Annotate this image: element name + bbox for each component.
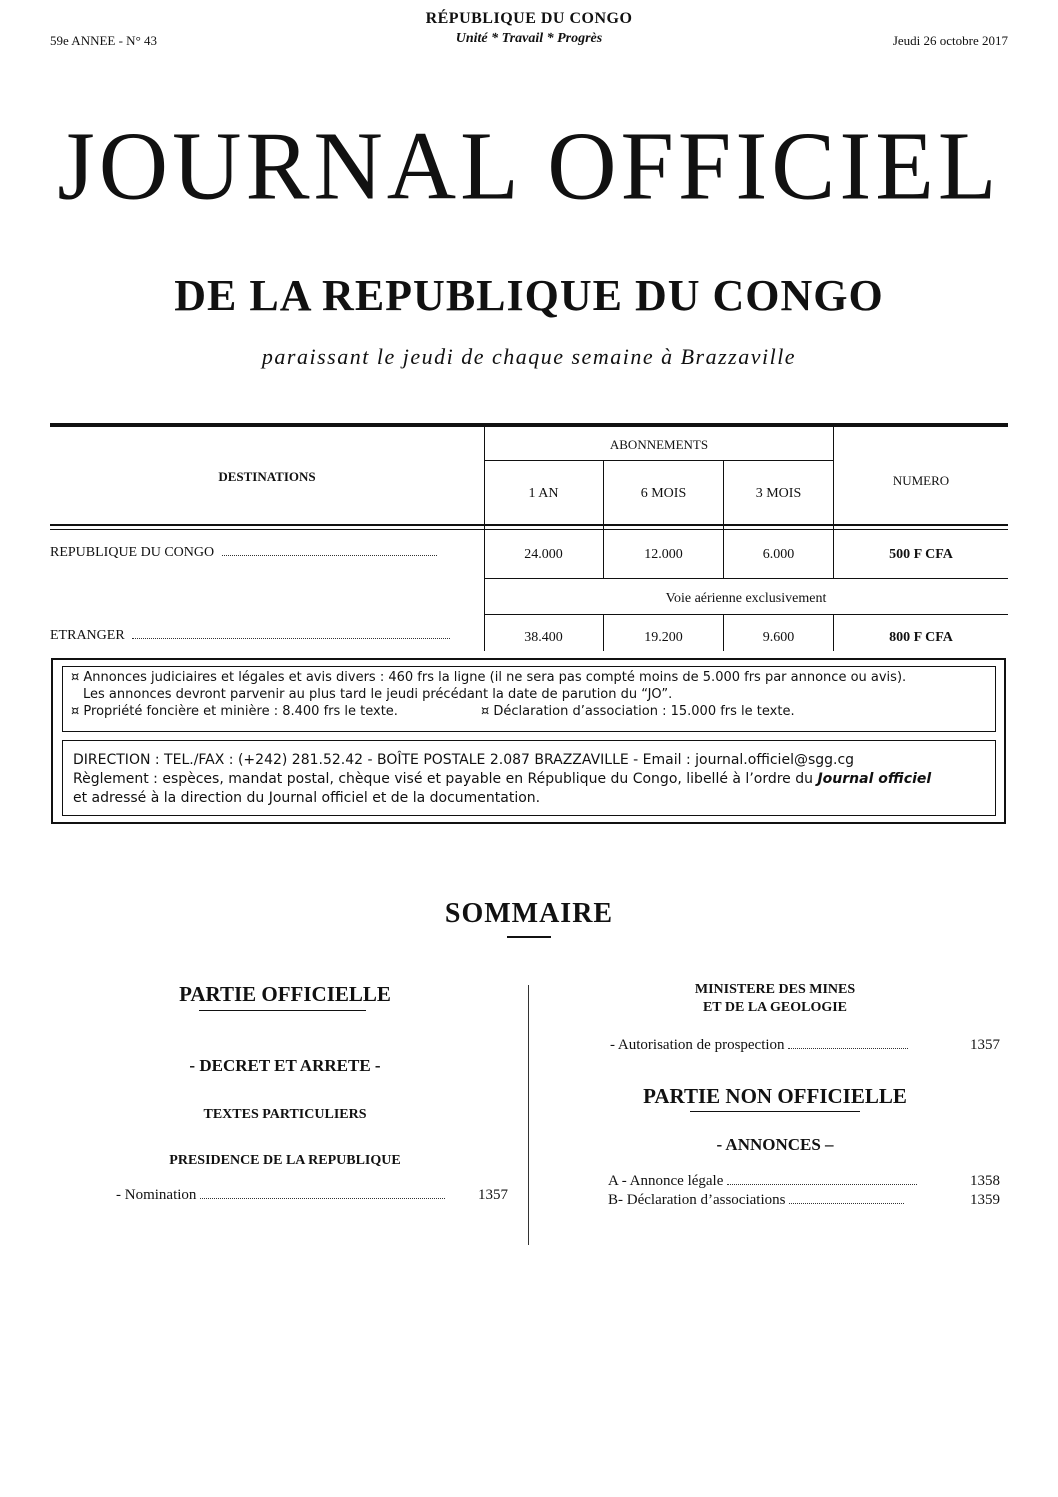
- toc-page-number: 1359: [970, 1192, 1000, 1208]
- section-non-official: PARTIE NON OFFICIELLE: [643, 1084, 907, 1108]
- leader-dots: [222, 555, 437, 556]
- toc-entry[interactable]: [610, 1037, 950, 1054]
- leader-dots: [200, 1198, 445, 1199]
- col-header-numero: NUMERO: [892, 473, 950, 488]
- contact-box: [62, 740, 996, 816]
- price-3mois: 6.000: [762, 547, 795, 562]
- leader-dots: [727, 1184, 917, 1185]
- price-1an: 38.400: [524, 630, 563, 645]
- toc-page-number: 1357: [478, 1187, 508, 1203]
- issue-number: 59e ANNEE - N° 43: [50, 33, 158, 48]
- col-header-abonnements: ABONNEMENTS: [609, 437, 709, 452]
- toc-page-number: 1357: [970, 1037, 1000, 1053]
- column-divider: [528, 985, 529, 1245]
- leader-dots: [788, 1048, 908, 1049]
- journal-subtitle: DE LA REPUBLIQUE DU CONGO: [174, 271, 884, 320]
- section-underline: [199, 1010, 366, 1011]
- toc-page-number: 1358: [970, 1173, 1000, 1189]
- price-6mois: 19.200: [644, 630, 683, 645]
- col-header-3mois: 3 MOIS: [755, 486, 802, 501]
- toc-entry-label: - Autorisation de prospection: [610, 1037, 785, 1053]
- section-underline: [690, 1111, 860, 1112]
- price-1an: 24.000: [524, 547, 563, 562]
- sommaire-title: SOMMAIRE: [444, 898, 614, 929]
- issue-date: Jeudi 26 octobre 2017: [892, 33, 1008, 48]
- price-3mois: 9.600: [762, 630, 795, 645]
- price-numero: 800 F CFA: [889, 630, 953, 645]
- destination-label: REPUBLIQUE DU CONGO: [50, 545, 215, 560]
- col-header-1an: 1 AN: [528, 486, 559, 501]
- annonces-heading: - ANNONCES –: [716, 1135, 834, 1154]
- table-rule: [50, 529, 1008, 530]
- leader-dots: [789, 1203, 904, 1204]
- toc-entry[interactable]: [608, 1192, 950, 1209]
- toc-entry-label: A - Annonce légale: [608, 1173, 724, 1189]
- ministry-heading: ET DE LA GEOLOGIE: [702, 1000, 848, 1015]
- toc-entry[interactable]: [116, 1187, 461, 1204]
- air-mail-note: Voie aérienne exclusivement: [665, 591, 827, 606]
- journal-tagline: paraissant le jeudi de chaque semaine à Brazzaville: [261, 344, 797, 369]
- title-underline: [507, 936, 551, 938]
- national-motto: Unité * Travail * Progrès: [455, 31, 603, 46]
- country-heading: RÉPUBLIQUE DU CONGO: [425, 10, 633, 27]
- table-rule: [484, 578, 1008, 579]
- price-6mois: 12.000: [644, 547, 683, 562]
- table-rule: [484, 614, 1008, 615]
- table-rule: [484, 460, 834, 461]
- ministry-heading: PRESIDENCE DE LA REPUBLIQUE: [169, 1153, 401, 1168]
- toc-entry[interactable]: [608, 1173, 950, 1190]
- table-rule: [484, 427, 485, 651]
- decree-heading: - DECRET ET ARRETE -: [189, 1056, 381, 1075]
- leader-dots: [132, 638, 450, 639]
- journal-name-emph: Journal officiel: [817, 771, 932, 787]
- payment-text: Règlement : espèces, mandat postal, chèque visé et payable en République du Congo, libellé à l’ordre du: [73, 771, 818, 787]
- section-official: PARTIE OFFICIELLE: [179, 982, 391, 1006]
- destination-label: ETRANGER: [50, 628, 125, 643]
- particular-texts-heading: TEXTES PARTICULIERS: [203, 1107, 367, 1122]
- table-row: [50, 628, 460, 644]
- journal-title: JOURNAL OFFICIEL: [57, 110, 1001, 221]
- col-header-6mois: 6 MOIS: [640, 486, 687, 501]
- payment-terms: [73, 770, 985, 789]
- table-row: [50, 545, 460, 561]
- toc-entry-label: - Nomination: [116, 1187, 197, 1203]
- toc-entry-label: B- Déclaration d’associations: [608, 1192, 786, 1208]
- deadline-line: Les annonces devront parvenir au plus tard le jeudi précédant la date de parution du “JO”.: [83, 687, 673, 702]
- advertising-rates-box: [62, 666, 996, 732]
- price-numero: 500 F CFA: [889, 547, 953, 562]
- ministry-heading: MINISTERE DES MINES: [694, 982, 856, 997]
- payment-address: et adressé à la direction du Journal officiel et de la documentation.: [73, 790, 541, 806]
- direction-contact: DIRECTION : TEL./FAX : (+242) 281.52.42 - BOÎTE POSTALE 2.087 BRAZZAVILLE - Email : journal.officiel@sgg.cg: [73, 752, 855, 768]
- subscription-table: [50, 423, 1008, 651]
- association-rate-line: ¤ Déclaration d’association : 15.000 frs le texte.: [481, 704, 795, 719]
- table-top-rule: [50, 423, 1008, 427]
- rate-line: ¤ Annonces judiciaires et légales et avis divers : 460 frs la ligne (il ne sera pas compté moins de 5.000 frs par annonce ou avis).: [71, 670, 907, 685]
- col-header-destinations: DESTINATIONS: [218, 469, 316, 484]
- table-rule: [50, 524, 1008, 526]
- land-rate-line: ¤ Propriété foncière et minière : 8.400 frs le texte.: [71, 704, 398, 719]
